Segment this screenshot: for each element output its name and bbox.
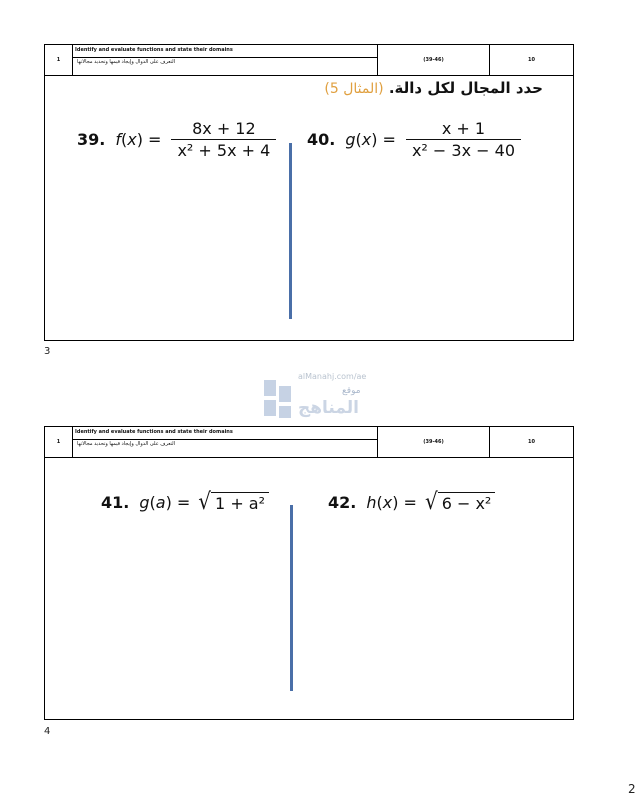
variable: x	[382, 492, 393, 512]
slide-number-1: 3	[44, 346, 51, 357]
denominator: x² + 5x + 4	[171, 139, 276, 160]
objective-ar: التعرف على الدوال وإيجاد قيمها وتحديد مجالاتها	[77, 59, 176, 65]
variable: a	[155, 492, 166, 512]
objective-en: Identify and evaluate functions and state their domains	[75, 47, 233, 53]
problem-40: 40. g ( x ) = $\frac{x + 1}{\text{x² − 3x − 40}}$	[307, 119, 521, 160]
problem-42: 42. h ( x ) = √ 6 − x²	[328, 491, 495, 513]
objective-text	[73, 427, 378, 457]
square-root: √ 1 + a²	[198, 491, 269, 513]
problem-number: 40.	[307, 130, 336, 149]
watermark-url: alManahj.com/ae	[298, 372, 367, 381]
column-divider	[289, 143, 292, 319]
fraction	[406, 119, 521, 160]
exercise-title	[324, 79, 543, 97]
function-name: f	[115, 130, 121, 149]
exercise-instruction: حدد المجال لكل دالة.	[388, 79, 543, 97]
objective-number: 1	[45, 45, 73, 75]
objective-pages: (39-46)	[378, 427, 490, 457]
problem-number: 42.	[328, 492, 357, 512]
slide-number-2: 4	[44, 726, 51, 737]
slide-panel-1	[44, 44, 574, 341]
example-ref: (المثال 5)	[324, 81, 384, 97]
slide-panel-2	[44, 426, 574, 720]
objective-pages: (39-46)	[378, 45, 490, 75]
variable: x	[361, 130, 372, 149]
function-name: g	[139, 492, 150, 512]
numerator: x + 1	[441, 119, 486, 138]
site-watermark	[264, 372, 392, 424]
watermark-line1: موقع	[342, 386, 361, 396]
objective-en: Identify and evaluate functions and state their domains	[75, 429, 233, 435]
objective-ar: التعرف على الدوال وإيجاد قيمها وتحديد مجالاتها	[77, 441, 176, 447]
square-root: √ 6 − x²	[425, 491, 495, 513]
logo-icon	[264, 380, 292, 418]
radicand: 1 + a²	[211, 492, 269, 513]
radicand: 6 − x²	[438, 492, 496, 513]
function-name: h	[366, 492, 377, 512]
objective-number: 1	[45, 427, 73, 457]
objective-text	[73, 45, 378, 75]
numerator: 8x + 12	[192, 119, 256, 138]
problem-39: 39. f ( x ) = $\frac{8x + 12}{\text{x² + 5x + 4}}$	[77, 119, 276, 160]
watermark-line2: المناهج	[298, 398, 359, 418]
objective-header-1	[45, 45, 573, 76]
function-name: g	[345, 130, 356, 149]
objective-count: 10	[528, 439, 535, 445]
problem-number: 41.	[101, 492, 130, 512]
column-divider	[290, 505, 293, 691]
variable: x	[127, 130, 137, 149]
problem-41: 41. g ( a ) = √ 1 + a²	[101, 491, 269, 513]
denominator: x² − 3x − 40	[406, 139, 521, 160]
problem-number: 39.	[77, 130, 106, 149]
page-number: 2	[628, 782, 636, 796]
objective-count: 10	[528, 57, 535, 63]
objective-header-2	[45, 427, 573, 458]
fraction	[171, 119, 276, 160]
